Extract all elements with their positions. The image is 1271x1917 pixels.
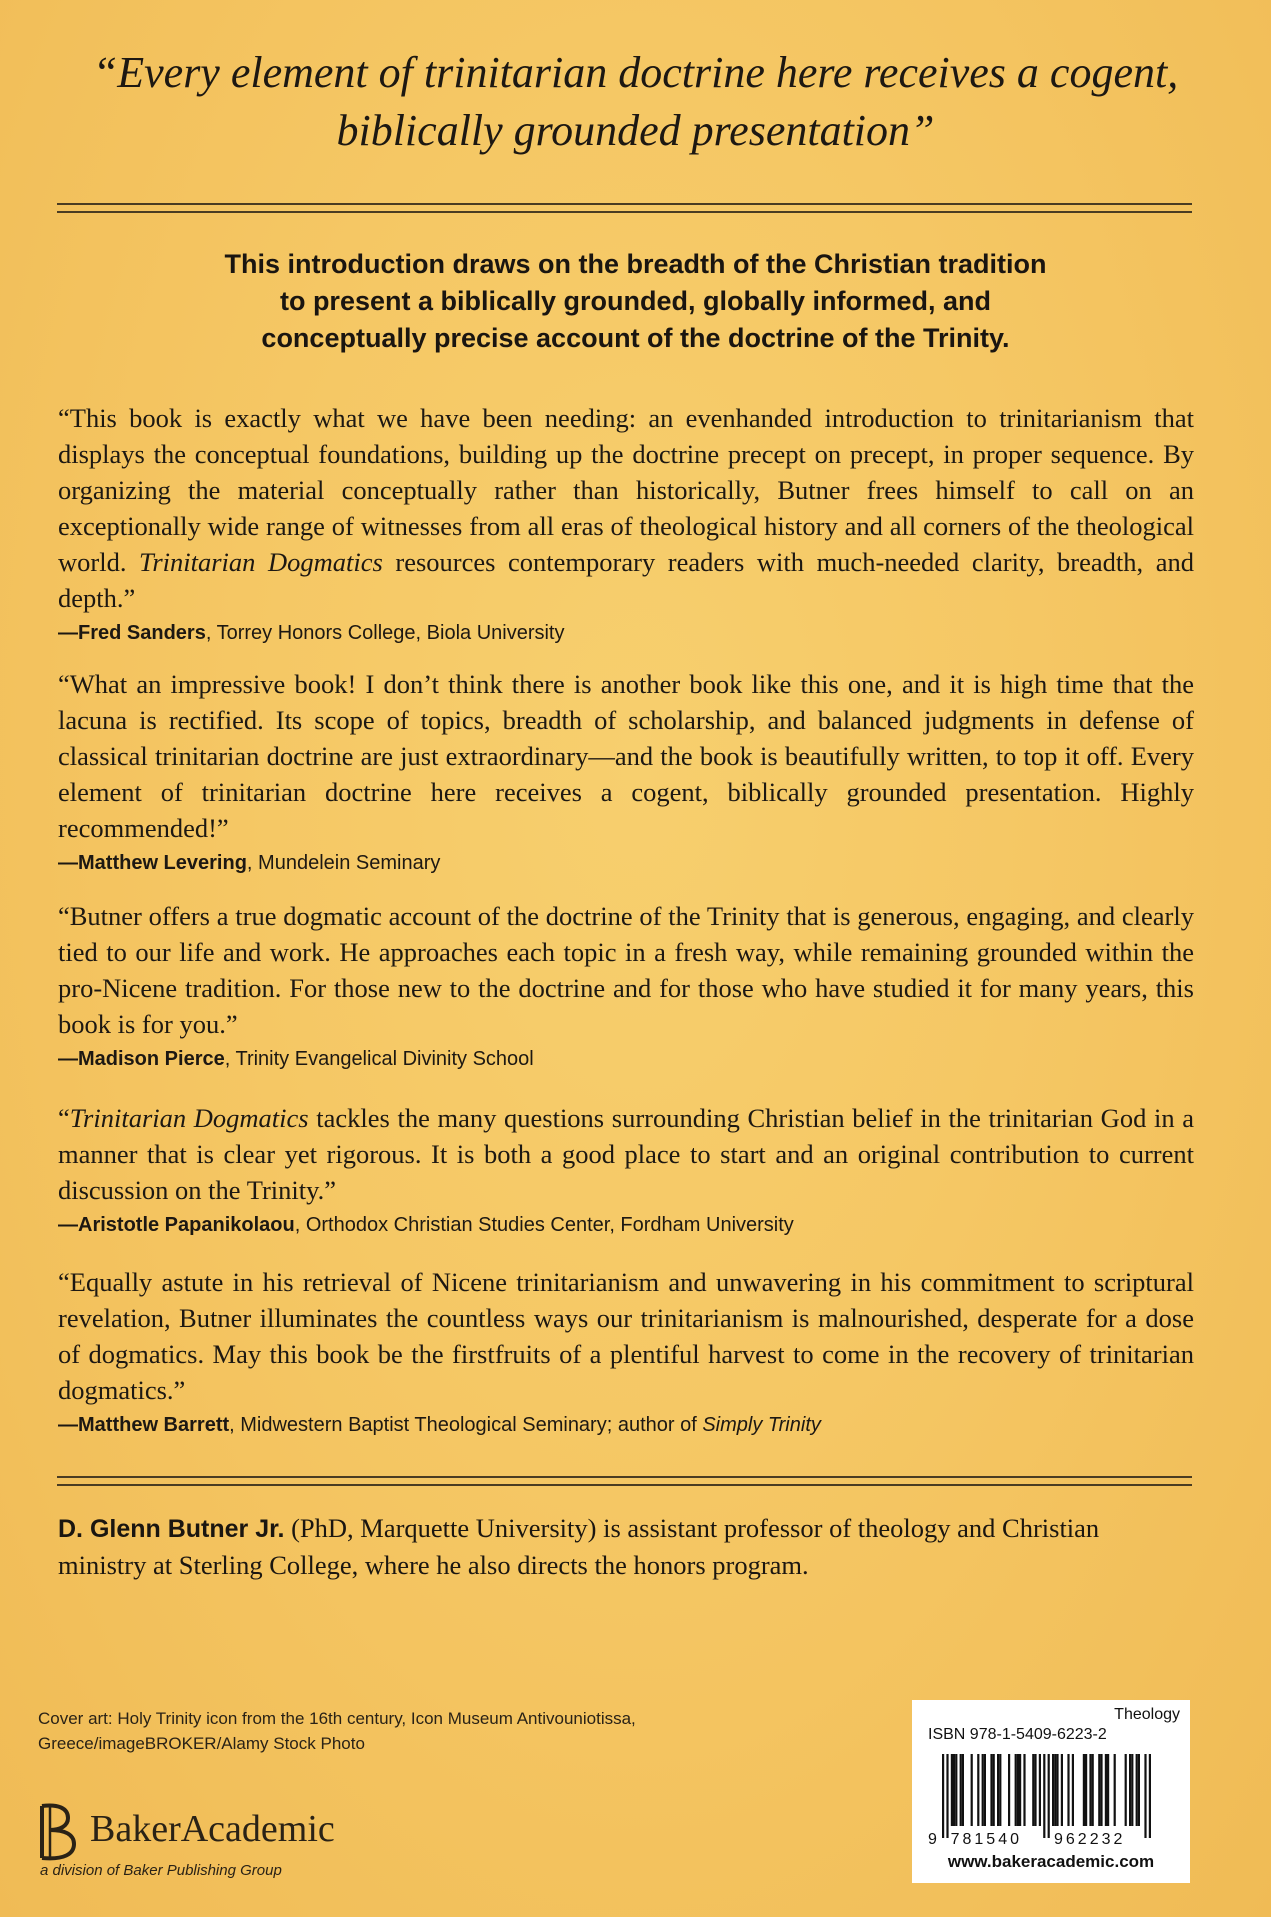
pull-quote [60, 44, 1211, 160]
endorsement-attribution: —Matthew Levering, Mundelein Seminary [58, 852, 441, 874]
endorsement-5 [58, 1264, 1194, 1440]
barcode-bar [1138, 1754, 1140, 1826]
endorsement-attribution: —Fred Sanders, Torrey Honors College, Biola University [58, 622, 565, 644]
cover-art-credit: Cover art: Holy Trinity icon from the 16th century, Icon Museum Antivouniotissa, Greece/imageBROKER/Alamy Stock Photo [38, 1709, 636, 1753]
intro-line-1: This introduction draws on the breadth of the Christian tradition [224, 249, 1047, 279]
barcode-bar [955, 1754, 957, 1826]
barcode-bar [1083, 1754, 1085, 1826]
barcode-bar [971, 1754, 973, 1826]
barcode-bar [993, 1754, 995, 1826]
endorsement-4 [58, 1100, 1194, 1240]
intro-line-3: conceptually precise account of the doctrine of the Trinity. [261, 323, 1010, 353]
barcode-bar [1054, 1754, 1056, 1826]
barcode-bar [951, 1754, 953, 1826]
barcode-digit-lead: 9 [928, 1831, 940, 1848]
barcode-bar [1136, 1754, 1138, 1826]
barcode-bar [1114, 1754, 1116, 1826]
isbn-text: ISBN 978-1-5409-6223-2 [928, 1726, 1107, 1743]
endorsement-3 [58, 898, 1194, 1074]
endorsement-attribution: —Aristotle Papanikolaou, Orthodox Christian Studies Center, Fordham University [58, 1214, 794, 1236]
barcode-bar [1092, 1754, 1094, 1826]
publisher-logo [38, 1800, 458, 1890]
barcode-bar [1023, 1754, 1025, 1826]
endorsement-text: “What an impressive book! I don’t think there is another book like this one, and it is high time that the lacuna is rectified. Its scope of topics, breadth of scholarship, and balanced judgments in defense of classical trinitarian doctrine are just extraordinary—and the book is beautifully written, to top it off. Every element of trinitarian doctrine here receives a cogent, biblically grounded presentation. Highly recommended!” [58, 669, 1194, 843]
author-bio-text: (PhD, Marquette University) is assistant professor of theology and Christian ministry at Sterling College, where he also directs the honors program. [58, 1513, 1100, 1580]
endorsement-text: “Equally astute in his retrieval of Nicene trinitarianism and unwavering in his commitment to scriptural revelation, Butner illuminates the countless ways our trinitarianism is malnourished, desperate for a dose of dogmatics. May this book be the firstfruits of a plentiful harvest to come in the recovery of trinitarian dogmatics.” [58, 1267, 1194, 1405]
barcode-bar [1019, 1754, 1021, 1826]
publisher-tagline: a division of Baker Publishing Group [40, 1862, 282, 1879]
barcode-bar [942, 1754, 944, 1838]
isbn-barcode-box [912, 1700, 1190, 1883]
barcode-digits-left: 781540 [950, 1831, 1022, 1848]
barcode-bar [962, 1754, 964, 1826]
barcode-bar [977, 1754, 979, 1826]
barcode-bar [1072, 1754, 1074, 1826]
barcode-bar [1056, 1754, 1058, 1826]
barcode-bar [1100, 1754, 1102, 1826]
barcode-bar [1043, 1754, 1045, 1838]
barcode-bar [1015, 1754, 1017, 1826]
category-label: Theology [1114, 1706, 1180, 1723]
intro-line-2: to present a biblically grounded, globally informed, and [279, 286, 992, 316]
barcode-bar [1125, 1754, 1127, 1826]
barcode-bar [1034, 1754, 1036, 1826]
intro-description [120, 246, 1151, 357]
pull-quote-line-1: “Every element of trinitarian doctrine here receives a cogent, [92, 48, 1179, 97]
barcode-digits-right: 962232 [1054, 1831, 1126, 1848]
endorsement-text: “This book is exactly what we have been needing: an evenhanded introduction to trinitarianism that displays the conceptual foundations, building up the doctrine precept on precept, in proper sequence. By organizing the material conceptually rather than historically, Butner frees himself to call on an exceptionally wide range of witnesses from all eras of theological history and all corners of the theological world. Trinitarian Dogmatics resources contemporary readers with much-needed clarity, breadth, and depth.” [58, 403, 1194, 613]
barcode-bar [1085, 1754, 1087, 1826]
barcode-bar [1098, 1754, 1100, 1826]
endorsement-1 [58, 400, 1194, 648]
barcode-bar [1061, 1754, 1063, 1826]
barcode-bar [990, 1754, 992, 1826]
endorsement-text: “Trinitarian Dogmatics tackles the many questions surrounding Christian belief in the trinitarian God in a manner that is clear yet rigorous. It is both a good place to start and an original contribution to current discussion on the Trinity.” [58, 1103, 1194, 1205]
barcode-bar [982, 1754, 984, 1826]
double-rule-bottom [57, 1476, 1192, 1486]
author-name: D. Glenn Butner Jr. [58, 1515, 285, 1543]
barcode-bar [997, 1754, 999, 1826]
barcode-bar [1129, 1754, 1131, 1826]
barcode-bar [1144, 1754, 1146, 1838]
barcode-bar [1131, 1754, 1133, 1826]
barcode-bar [1067, 1754, 1069, 1826]
endorsement-attribution: —Matthew Barrett, Midwestern Baptist Theological Seminary; author of Simply Trinity [58, 1414, 821, 1436]
barcode-bar [953, 1754, 955, 1826]
publisher-name: BakerAcademic [90, 1808, 335, 1850]
barcode-bar [1089, 1754, 1091, 1826]
barcode-bar [1032, 1754, 1034, 1826]
barcode-bar [999, 1754, 1001, 1826]
author-bio [58, 1510, 1194, 1583]
barcode-bar [960, 1754, 962, 1826]
barcode-bar [1052, 1754, 1054, 1826]
barcode-bar [984, 1754, 986, 1826]
baker-b-icon [38, 1802, 80, 1862]
barcode-bar [1107, 1754, 1109, 1826]
barcode-bar [1017, 1754, 1019, 1826]
barcode-bar [1039, 1754, 1041, 1826]
barcode-bar [1008, 1754, 1010, 1826]
barcode-bar [1105, 1754, 1107, 1826]
barcode-bar [1149, 1754, 1151, 1838]
double-rule-top [57, 203, 1192, 213]
endorsement-attribution: —Madison Pierce, Trinity Evangelical Divinity School [58, 1048, 534, 1070]
endorsement-text: “Butner offers a true dogmatic account of the doctrine of the Trinity that is generous, engaging, and clearly tied to our life and work. He approaches each topic in a fresh way, while remaining grounded within the pro-Nicene tradition. For those new to the doctrine and for those who have studied it for many years, this book is for you.” [58, 901, 1194, 1039]
barcode-bar [946, 1754, 948, 1838]
barcode-bar [1048, 1754, 1050, 1838]
publisher-url: www.bakeracademic.com [947, 1852, 1155, 1871]
endorsement-2 [58, 666, 1194, 878]
barcode [926, 1754, 1176, 1850]
pull-quote-line-2: biblically grounded presentation” [336, 106, 935, 155]
